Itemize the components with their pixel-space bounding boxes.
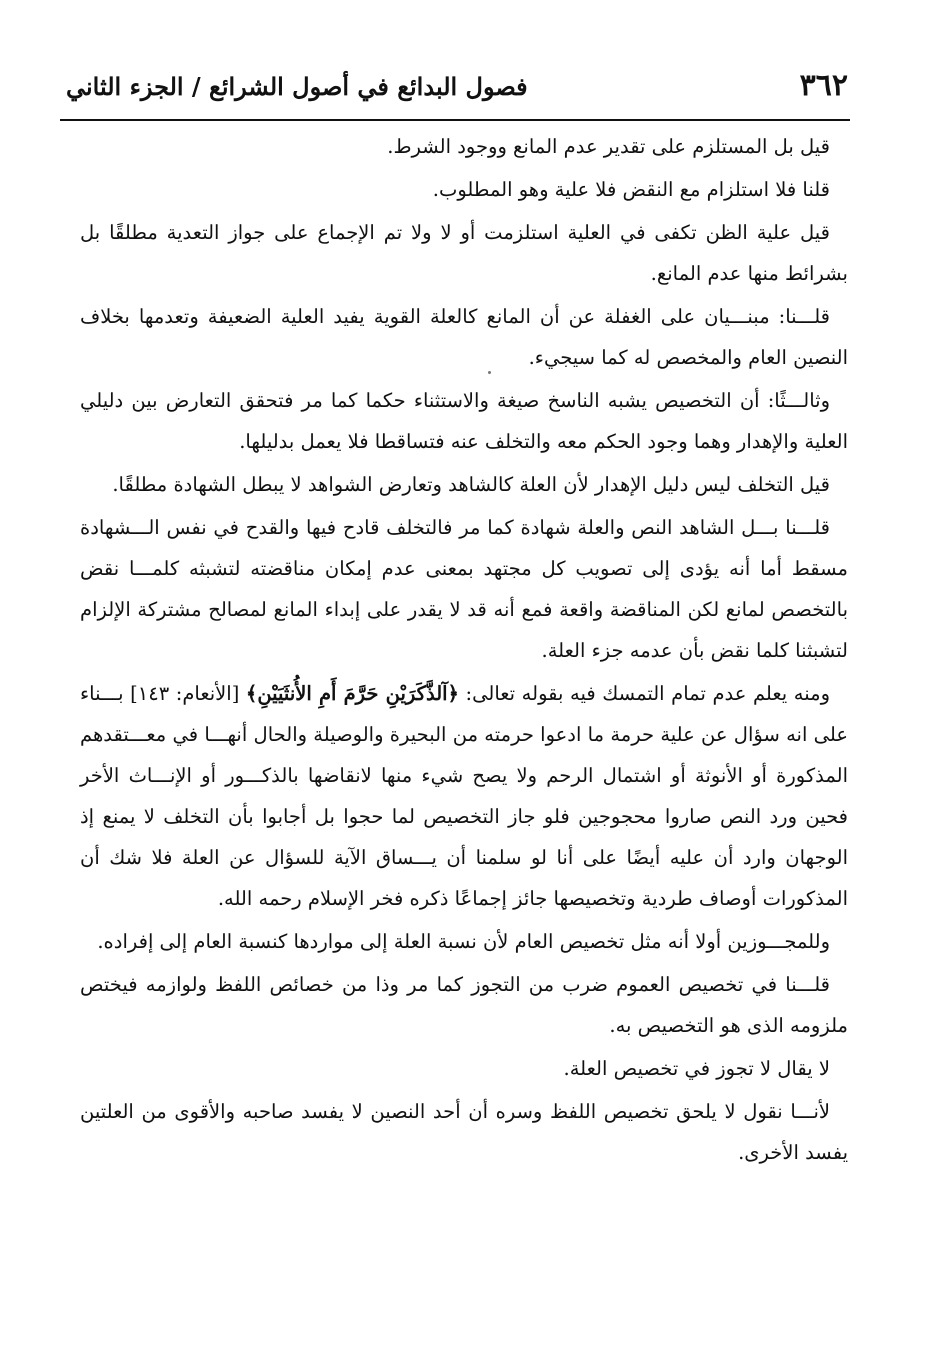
paragraph: قلـــنا بـــل الشاهد النص والعلة شهادة كما مر فالتخلف قادح فيها والقدح في نفس الـــشهادة مسقط أما أنه يؤدى إلى تصويب كل مجتهد بمعنى عدم إمكان مناقضته لتشبثه كلمـــا نقض بالتخصص لمانع لكن المناقضة واقعة فمع أنه قد لا يقدر على إبداء المانع لمصالح مشتركة الإلزام لتشبثنا كلما نقض بأن عدمه جزء العلة. <box>80 516 848 662</box>
paragraph: لا يقال لا تجوز في تخصيص العلة. <box>563 1057 830 1080</box>
paragraph: قلـــنا: مبنـــيان على الغفلة عن أن المانع كالعلة القوية يفيد العلية الضعيفة وتعدمها بخلاف النصين العام والمخصص له كما سيجيء. <box>80 305 848 369</box>
page-header <box>60 58 848 116</box>
paragraph: وللمجـــوزين أولا أنه مثل تخصيص العام لأن نسبة العلة إلى مواردها كنسبة العام إلى إفراده. <box>97 930 830 953</box>
header-rule <box>60 119 850 121</box>
page-body <box>80 126 848 1175</box>
paragraph: قيل التخلف ليس دليل الإهدار لأن العلة كالشاهد وتعارض الشواهد لا يبطل الشهادة مطلقًا. <box>112 473 830 496</box>
page-number: ٣٦٢ <box>799 68 848 103</box>
running-title: فصول البدائع في أصول الشرائع / الجزء الثاني <box>66 72 528 101</box>
paragraph: وثالـــثًا: أن التخصيص يشبه الناسخ صيغة والاستثناء حكما كما مر فتحقق التعارض بين دليلي العلية والإهدار وهما وجود الحكم معه والتخلف عنه فتساقطا فلا يعمل بدليلها. <box>80 389 848 453</box>
quran-paragraph <box>80 673 848 919</box>
quran-paragraph-rest: [الأنعام: ١٤٣] بـــناء على انه سؤال عن علية حرمة ما ادعوا حرمته من البحيرة والوصيلة والحال أنهـــا في معـــتقدهم المذكورة أو الأنوثة أو اشتمال الرحم ولا يصح شيء منها لانقاضها بالذكـــور أو الإنـــاث الأخر فحين ورد النص صاروا محجوجين فلو جاز التخصيص لما حجوا بل أجابوا بأن التخلف لا يمنع إذ الوجهان وارد أن عليه أيضًا على أنا لو سلمنا أن يـــساق الآية للسؤال عن العلة فلا شك أن المذكورات أوصاف طردية وتخصيصها جائز إجماعًا ذكره فخر الإسلام رحمه الله. <box>80 682 848 910</box>
paragraph: قلنا فلا استلزام مع النقض فلا علية وهو المطلوب. <box>432 178 830 201</box>
paragraph: قيل بل المستلزم على تقدير عدم المانع ووجود الشرط. <box>387 135 830 158</box>
quran-verse: ﴿آلذَّكَرَيْنِ حَرَّمَ أَمِ الأُنثَيَيْنِ﴾ <box>245 682 459 705</box>
paragraph: لأنـــا نقول لا يلحق تخصيص اللفظ وسره أن أحد النصين لا يفسد صاحبه والأقوى من العلتين يفسد الأخرى. <box>80 1100 848 1164</box>
quran-paragraph-intro: ومنه يعلم عدم تمام التمسك فيه بقوله تعالى: <box>458 682 830 705</box>
paragraph: قلـــنا في تخصيص العموم ضرب من التجوز كما مر وذا من خصائص اللفظ ولوازمه فيختص ملزومه الذى هو التخصيص به. <box>80 973 848 1037</box>
paragraph: قيل علية الظن تكفى في العلية استلزمت أو لا ولا تم الإجماع على جواز التعدية مطلقًا بل بشرائط منها عدم المانع. <box>80 221 848 285</box>
